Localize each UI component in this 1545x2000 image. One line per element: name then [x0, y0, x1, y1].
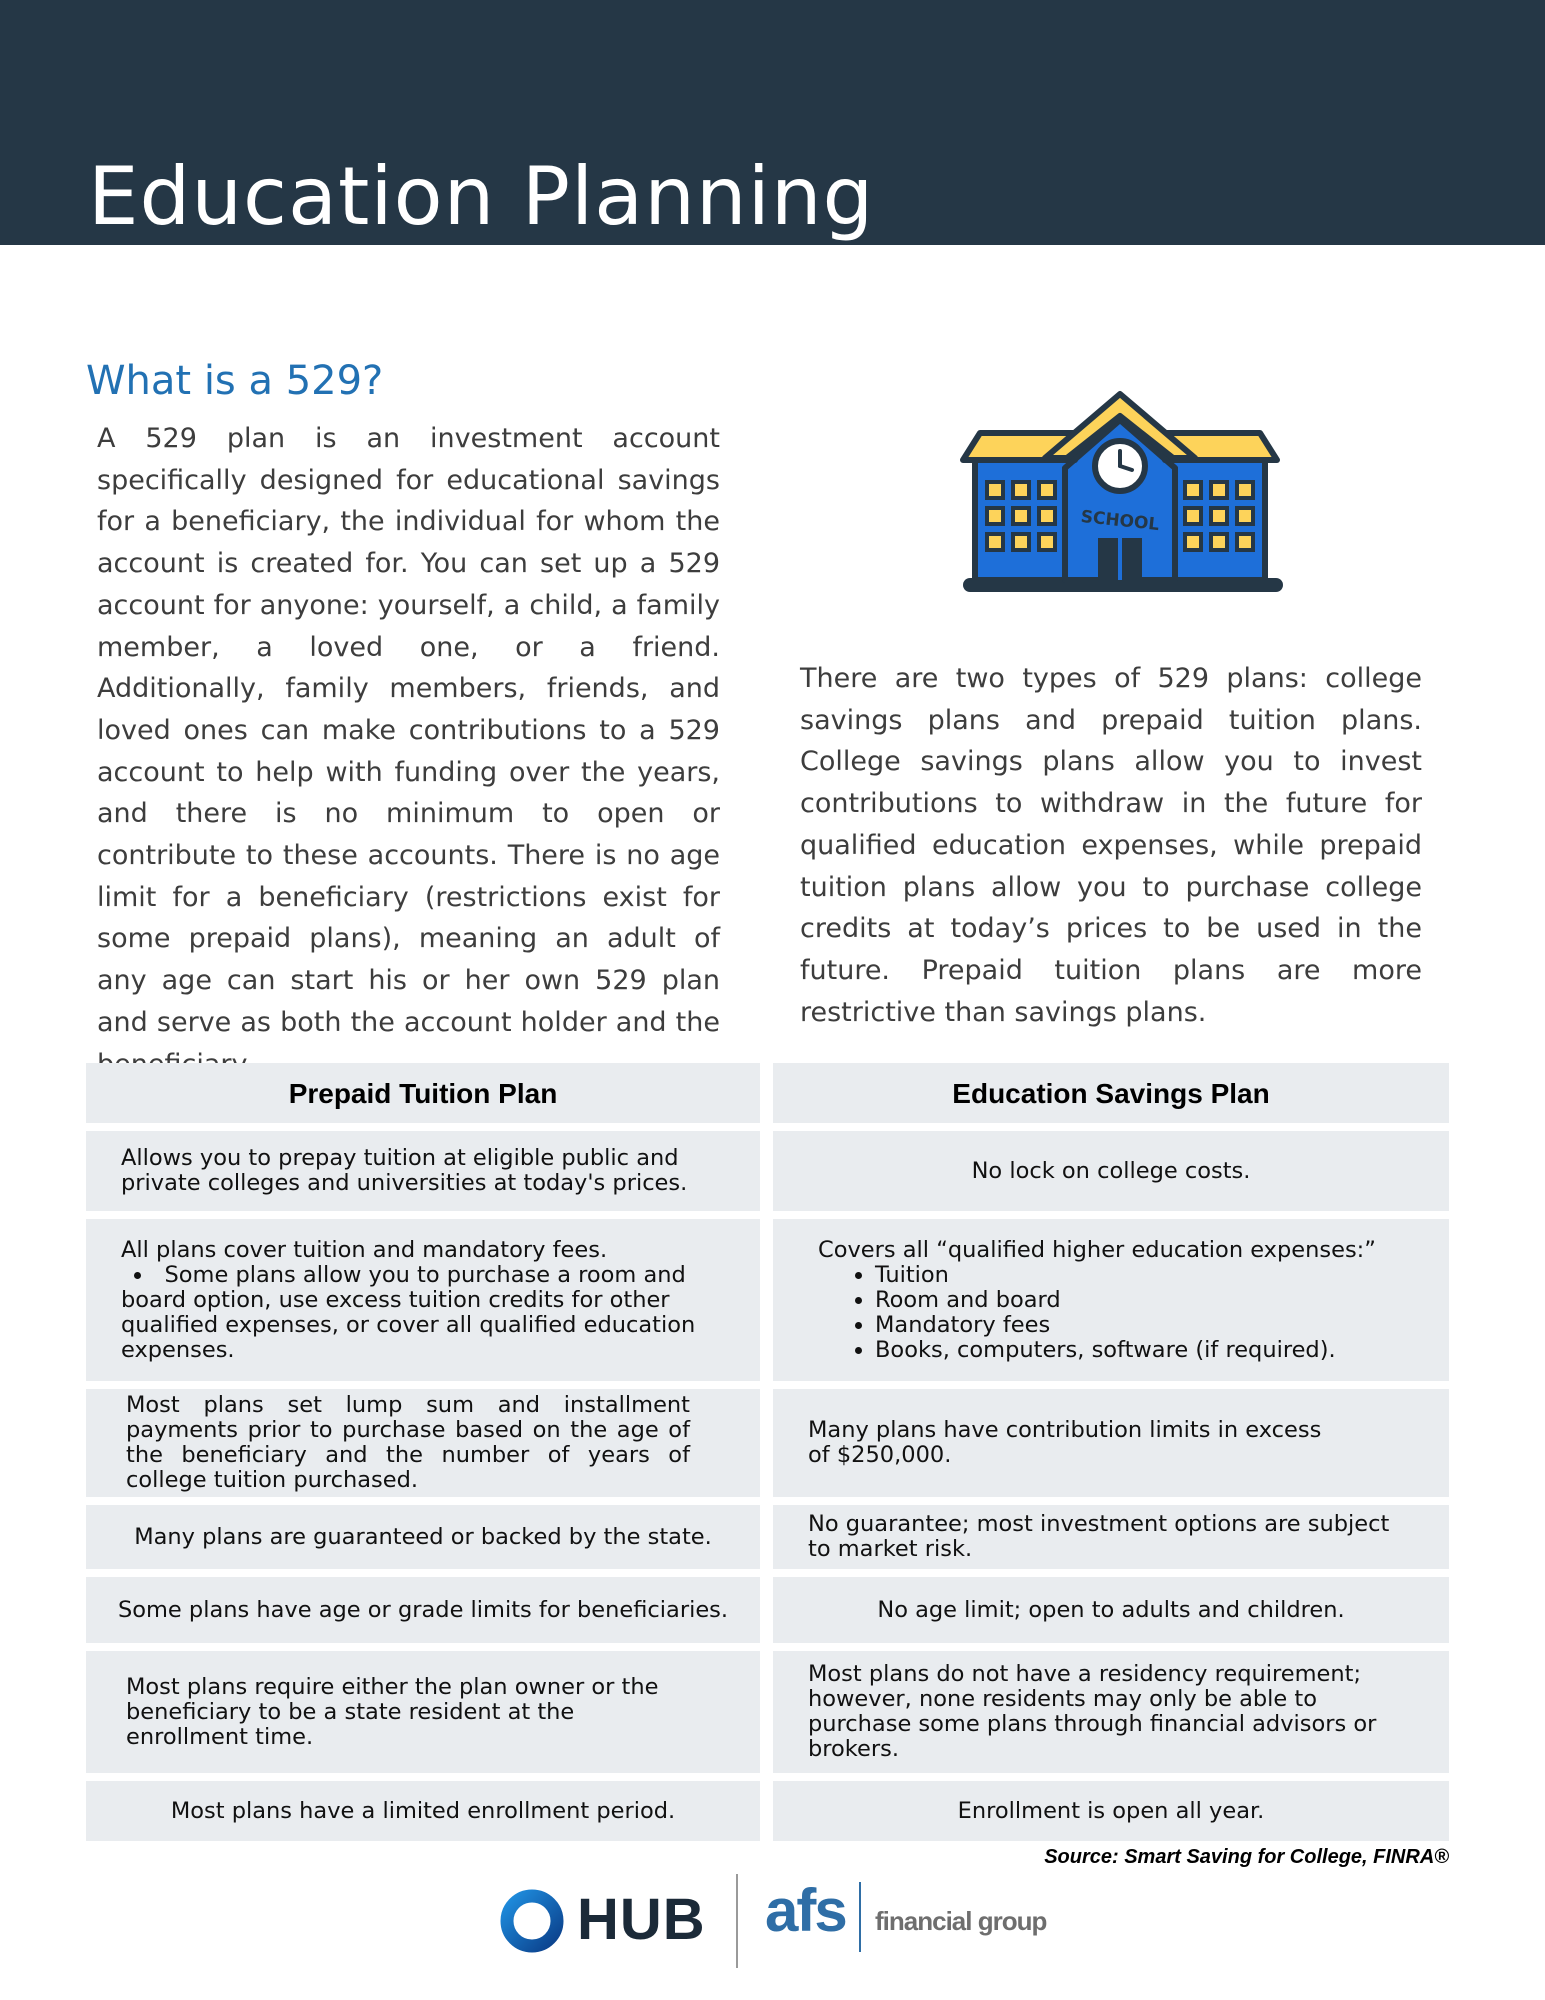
list-item: • Tuition	[875, 1263, 1376, 1288]
afs-logo-text: afs	[765, 1877, 846, 1944]
afs-divider	[859, 1882, 861, 1952]
list-item: • Room and board	[875, 1288, 1376, 1313]
table-row	[86, 1781, 760, 1841]
intro-paragraph-right: There are two types of 529 plans: college savings plans and prepaid tuition plans. College savings plans allow you to invest contributions to withdraw in the future for qualified education expenses, while prepaid tuition plans allow you to purchase college credits at today’s prices to be used in the future. Prepaid tuition plans are more restrictive than savings plans.	[800, 663, 1422, 1028]
table-cell: Allows you to prepay tuition at eligible public and private colleges and universities at today's prices.	[121, 1145, 688, 1196]
table-row	[86, 1219, 760, 1381]
afs-tagline: financial group	[875, 1906, 1047, 1936]
table-cell: No guarantee; most investment options are subject to market risk.	[808, 1511, 1390, 1562]
table-cell: Many plans are guaranteed or backed by the state.	[134, 1523, 712, 1550]
table-row	[86, 1505, 760, 1569]
page-title: Education Planning	[88, 150, 875, 243]
table-row	[773, 1781, 1449, 1841]
table-row	[773, 1219, 1449, 1381]
table-cell: No age limit; open to adults and children.	[877, 1596, 1345, 1623]
table-header-savings	[773, 1063, 1449, 1123]
hub-logo-text: HUB	[577, 1887, 706, 1952]
source-citation: Source: Smart Saving for College, FINRA®	[1044, 1846, 1449, 1868]
section-title: What is a 529?	[86, 358, 384, 404]
page-header	[0, 0, 1545, 245]
hub-logo-icon	[499, 1888, 565, 1954]
table-cell: Most plans have a limited enrollment period.	[170, 1797, 676, 1824]
table-cell-intro: Covers all “qualified higher education expenses:”	[818, 1236, 1376, 1263]
table-cell: Most plans set lump sum and installment payments prior to purchase based on the age of the beneficiary and the number of years of college tuition purchased.	[126, 1392, 690, 1493]
school-building-icon	[955, 388, 1285, 598]
table-cell: Some plans have age or grade limits for beneficiaries.	[117, 1596, 729, 1623]
list-item: • Some plans allow you to purchase a room and board option, use excess tuition credits for other qualified expenses, or cover all qualified education expenses.	[121, 1263, 725, 1363]
intro-paragraph-left: A 529 plan is an investment account specifically designed for educational savings for a beneficiary, the individual for whom the account is created for. You can set up a 529 account for anyone: yourself, a child, a family member, a loved one, or a friend. Additionally, family members, friends, and loved ones can make contributions to a 529 account to help with funding over the years, and there is no minimum to open or contribute to these accounts. There is no age limit for a beneficiary (restrictions exist for some prepaid plans), meaning an adult of any age can start his or her own 529 plan and serve as both the account holder and the	[97, 423, 720, 1038]
school-sign-text: SCHOOL	[1079, 506, 1161, 536]
table-cell	[86, 1238, 760, 1363]
table-row	[86, 1651, 760, 1773]
table-row	[773, 1389, 1449, 1497]
table-header-label: Education Savings Plan	[952, 1077, 1270, 1109]
footer-logos	[495, 1870, 1055, 1970]
table-row	[86, 1389, 760, 1497]
list-item: • Books, computers, software (if required).	[875, 1338, 1376, 1363]
table-row	[773, 1577, 1449, 1643]
table-row	[773, 1505, 1449, 1569]
table-cell: Many plans have contribution limits in excess of $250,000.	[808, 1417, 1322, 1468]
table-cell	[773, 1238, 1411, 1363]
table-row	[773, 1131, 1449, 1211]
list-item: • Mandatory fees	[875, 1313, 1376, 1338]
table-header-prepaid	[86, 1063, 760, 1123]
table-cell: Most plans require either the plan owner or the beneficiary to be a state resident at the enrollment time.	[126, 1673, 659, 1750]
table-header-label: Prepaid Tuition Plan	[288, 1077, 558, 1109]
table-cell-intro: All plans cover tuition and mandatory fees.	[121, 1236, 608, 1263]
table-row	[86, 1131, 760, 1211]
table-row	[773, 1651, 1449, 1773]
logo-divider	[736, 1874, 738, 1968]
table-cell: Most plans do not have a residency requirement; however, none residents may only be able to purchase some plans through financial advisors or brokers.	[808, 1661, 1377, 1762]
table-cell: Enrollment is open all year.	[957, 1797, 1265, 1824]
table-cell: No lock on college costs.	[971, 1157, 1251, 1184]
table-row	[86, 1577, 760, 1643]
